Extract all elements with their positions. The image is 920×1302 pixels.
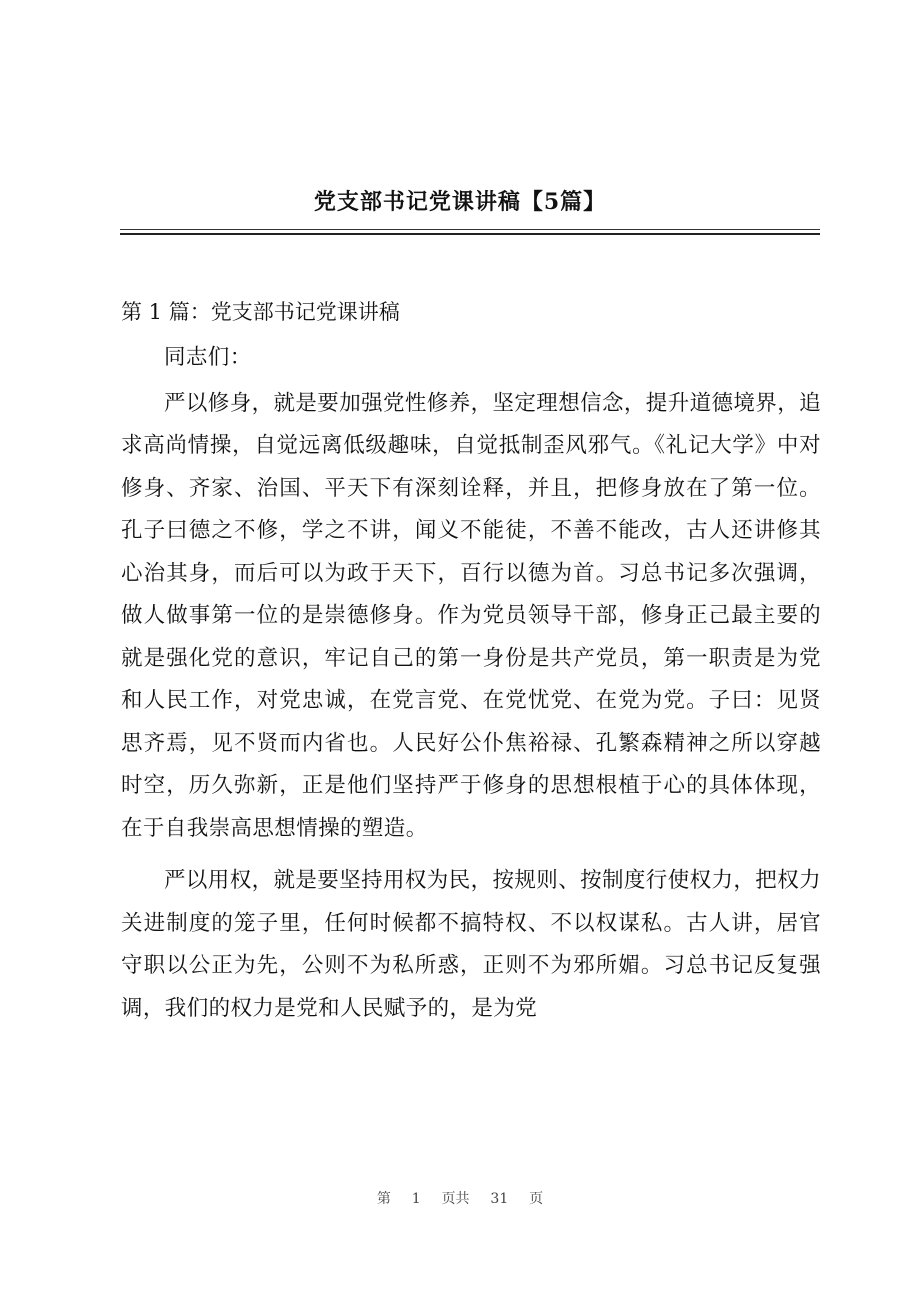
page-number-footer: 第 1 页共 31 页 bbox=[376, 1191, 544, 1207]
paragraph-use-of-power: 严以用权，就是要坚持用权为民，按规则、按制度行使权力，把权力关进制度的笼子里，任何时候都不搞特权、不以权谋私。古人讲，居官守职以公正为先，公则不为私所惑，正则不为邪所媚。习总书记反复强调，我们的权力是党和人民赋予的，是为党 bbox=[121, 868, 822, 1021]
title-divider-thick bbox=[120, 233, 820, 235]
salutation: 同志们： bbox=[164, 345, 252, 370]
document-title: 党支部书记党课讲稿【5篇】 bbox=[313, 189, 607, 215]
section-heading: 第 1 篇：党支部书记党课讲稿 bbox=[121, 300, 400, 324]
document-body bbox=[121, 292, 821, 1030]
title-divider-thin bbox=[120, 229, 820, 230]
paragraph-self-cultivation: 严以修身，就是要加强党性修养，坚定理想信念，提升道德境界，追求高尚情操，自觉远离低级趣味，自觉抵制歪风邪气。《礼记大学》中对修身、齐家、治国、平天下有深刻诠释，并且，把修身放在了第一位。孔子曰德之不修，学之不讲，闻义不能徒，不善不能改，古人还讲修其心治其身，而后可以为政于天下，百行以德为首。习总书记多次强调，做人做事第一位的是崇德修身。作为党员领导干部，修身正己最主要的就是强化党的意识，牢记自己的第一身份是共产党员，第一职责是为党和人民工作，对党忠诚，在党言党、在党忧党、在党为党。子曰：见贤思齐焉，见不贤而内省也。人民好公仆焦裕禄、孔繁森精神之所以穿越时空，历久弥新，正是他们坚持严于修身的思想根植于心的具体体现，在于自我崇高思想情操的塑造。 bbox=[121, 390, 822, 841]
